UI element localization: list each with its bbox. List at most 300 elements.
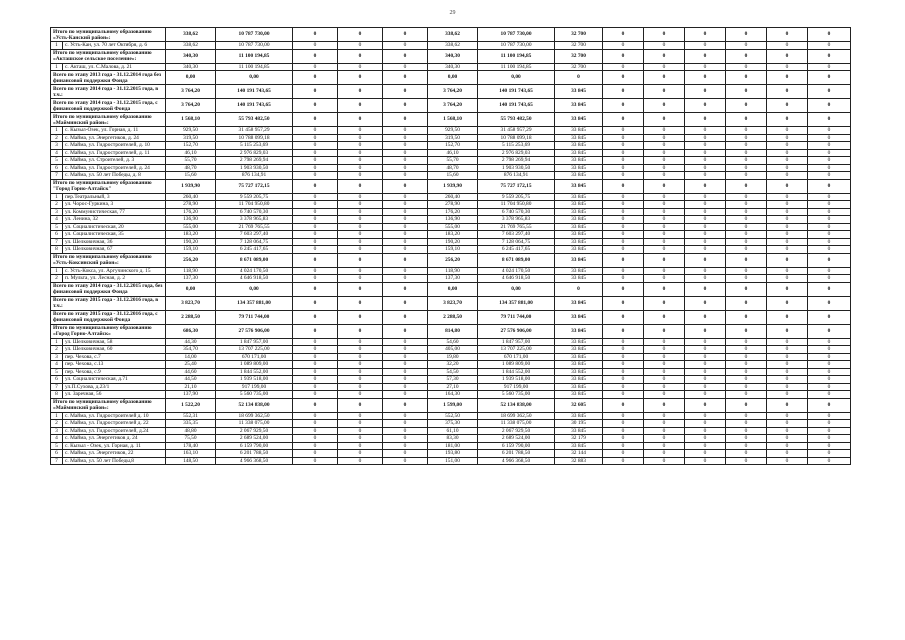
value-cell: 0 [644, 246, 685, 254]
value-cell: 340,30 [428, 49, 478, 63]
value-cell: 0 [383, 435, 428, 443]
address-cell: ул. Социалистическая, д.71 [63, 376, 166, 384]
value-cell: 0 [808, 391, 851, 399]
value-cell: 0,00 [166, 71, 216, 85]
value-cell: 0 [293, 216, 338, 224]
value-cell: 0 [726, 223, 767, 231]
value-cell: 0 [338, 231, 383, 239]
value-cell: 0 [338, 172, 383, 180]
table-body [51, 28, 851, 465]
value-cell: 0,00 [216, 282, 293, 296]
value-cell: 0 [767, 42, 808, 50]
value-cell: 0 [808, 376, 851, 384]
row-title: Итого по муниципальному образованию "Город Горно-Алтайск" [51, 179, 166, 193]
value-cell: 0 [767, 376, 808, 384]
value-cell: 0 [293, 383, 338, 391]
row-number: 1 [51, 127, 63, 135]
value-cell: 0 [685, 324, 726, 338]
value-cell: 183,20 [166, 231, 216, 239]
value-cell: 0 [293, 238, 338, 246]
value-cell: 0 [293, 391, 338, 399]
value-cell: 8 671 089,00 [216, 253, 293, 267]
value-cell: 0 [767, 442, 808, 450]
value-cell: 2 067 929,50 [216, 427, 293, 435]
value-cell: 33 845 [555, 353, 603, 361]
value-cell: 0 [293, 71, 338, 85]
value-cell: 0 [293, 412, 338, 420]
value-cell: 0 [808, 208, 851, 216]
value-cell: 0 [338, 149, 383, 157]
value-cell: 0 [603, 420, 644, 428]
value-cell: 876 134,91 [478, 172, 555, 180]
value-cell: 0 [383, 442, 428, 450]
value-cell: 3 378 965,83 [478, 216, 555, 224]
value-cell: 52 134 838,00 [216, 398, 293, 412]
value-cell: 0 [808, 246, 851, 254]
value-cell: 159,10 [428, 246, 478, 254]
value-cell: 0 [808, 179, 851, 193]
value-cell: 0 [726, 246, 767, 254]
value-cell: 0 [293, 246, 338, 254]
value-cell: 31 458 957,29 [478, 127, 555, 135]
value-cell: 0 [726, 383, 767, 391]
value-cell: 0 [644, 267, 685, 275]
value-cell: 0 [603, 442, 644, 450]
table-row [51, 346, 851, 354]
value-cell: 0 [644, 282, 685, 296]
value-cell: 0 [338, 49, 383, 63]
value-cell: 15,60 [166, 172, 216, 180]
value-cell: 0 [808, 383, 851, 391]
table-row [51, 42, 851, 50]
value-cell: 0 [726, 353, 767, 361]
value-cell: 0 [603, 412, 644, 420]
table-row [51, 427, 851, 435]
value-cell: 0 [644, 296, 685, 310]
address-cell: с. Майма, ул. Энергетиков, д. 24 [63, 134, 166, 142]
value-cell: 552,31 [166, 412, 216, 420]
value-cell: 27,10 [428, 383, 478, 391]
group-total-row [51, 253, 851, 267]
value-cell: 0 [767, 113, 808, 127]
value-cell: 929,50 [428, 127, 478, 135]
value-cell: 7 128 064,75 [478, 238, 555, 246]
value-cell: 670 171,00 [216, 353, 293, 361]
group-total-row [51, 113, 851, 127]
value-cell: 0 [383, 216, 428, 224]
value-cell: 0 [644, 361, 685, 369]
value-cell: 0 [685, 113, 726, 127]
value-cell: 0 [685, 28, 726, 42]
value-cell: 33 845 [555, 193, 603, 201]
value-cell: 0 [726, 149, 767, 157]
row-number: 5 [51, 368, 63, 376]
value-cell: 0 [808, 346, 851, 354]
value-cell: 44,60 [166, 368, 216, 376]
value-cell: 0 [767, 267, 808, 275]
value-cell: 0 [767, 398, 808, 412]
value-cell: 0 [383, 368, 428, 376]
value-cell: 0 [726, 368, 767, 376]
value-cell: 0 [293, 457, 338, 465]
value-cell: 32 700 [555, 28, 603, 42]
value-cell: 0 [293, 157, 338, 165]
row-title: Итого по муниципальному образованию «Майминский район»: [51, 113, 166, 127]
group-total-row [51, 179, 851, 193]
value-cell: 0 [338, 376, 383, 384]
value-cell: 0 [644, 157, 685, 165]
value-cell: 0 [603, 238, 644, 246]
value-cell: 0 [383, 99, 428, 113]
value-cell: 0 [293, 353, 338, 361]
value-cell: 54,60 [428, 338, 478, 346]
value-cell: 0 [644, 238, 685, 246]
value-cell: 0 [685, 85, 726, 99]
value-cell: 278,90 [166, 201, 216, 209]
address-cell: с. Майма, ул. Гидростроителей, д. 11 [63, 149, 166, 157]
value-cell: 0 [726, 99, 767, 113]
row-title: Итого по муниципальному образованию «Майминский район»: [51, 398, 166, 412]
address-cell: ул. Заречная, 56 [63, 391, 166, 399]
value-cell: 33 845 [555, 391, 603, 399]
value-cell: 11 338 075,00 [478, 420, 555, 428]
value-cell: 0 [808, 142, 851, 150]
address-cell: ул. Чорос-Гуркина, 3 [63, 201, 166, 209]
value-cell: 48,80 [166, 427, 216, 435]
value-cell: 0 [338, 193, 383, 201]
value-cell: 0 [808, 450, 851, 458]
value-cell: 0 [808, 28, 851, 42]
value-cell: 7 128 064,75 [216, 238, 293, 246]
value-cell: 0 [338, 457, 383, 465]
value-cell: 0 [767, 412, 808, 420]
value-cell: 55 793 482,50 [216, 113, 293, 127]
value-cell: 0 [293, 149, 338, 157]
row-number: 4 [51, 435, 63, 443]
value-cell: 11 338 075,00 [216, 420, 293, 428]
value-cell: 140 191 743,65 [478, 99, 555, 113]
value-cell: 33 845 [555, 142, 603, 150]
value-cell: 0 [338, 368, 383, 376]
value-cell: 0 [685, 383, 726, 391]
row-title: Всего по этапу 2015 года - 31.12.2016 года, с финансовой поддержкой Фонда [51, 310, 166, 324]
row-title: Всего по этапу 2015 года - 31.12.2016 года, в т.ч.: [51, 296, 166, 310]
value-cell: 0 [808, 99, 851, 113]
value-cell: 0 [644, 193, 685, 201]
row-number: 2 [51, 134, 63, 142]
value-cell: 0 [644, 412, 685, 420]
value-cell: 0 [808, 412, 851, 420]
value-cell: 0 [726, 142, 767, 150]
resettlement-table [50, 27, 851, 465]
value-cell: 1 089 809,00 [216, 361, 293, 369]
value-cell: 0 [293, 442, 338, 450]
value-cell: 0 [293, 296, 338, 310]
value-cell: 0 [726, 450, 767, 458]
value-cell: 0 [808, 296, 851, 310]
value-cell: 61,10 [428, 427, 478, 435]
value-cell: 0 [644, 338, 685, 346]
address-cell: пер. Чехова, с.13 [63, 361, 166, 369]
value-cell: 1 089 809,00 [478, 361, 555, 369]
row-number: 1 [51, 63, 63, 71]
stage-total-row [51, 85, 851, 99]
value-cell: 338,62 [166, 42, 216, 50]
value-cell: 6 740 570,30 [478, 208, 555, 216]
value-cell: 0 [767, 157, 808, 165]
value-cell: 0 [726, 216, 767, 224]
value-cell: 164,30 [428, 391, 478, 399]
value-cell: 0 [603, 164, 644, 172]
value-cell: 0 [603, 28, 644, 42]
value-cell: 0 [293, 324, 338, 338]
value-cell: 4 646 918,50 [216, 275, 293, 283]
value-cell: 0 [644, 223, 685, 231]
value-cell: 0 [338, 391, 383, 399]
value-cell: 0 [767, 353, 808, 361]
value-cell: 0 [338, 275, 383, 283]
value-cell: 0 [767, 238, 808, 246]
value-cell: 0 [293, 275, 338, 283]
value-cell: 0 [383, 85, 428, 99]
table-row [51, 450, 851, 458]
value-cell: 5 115 253,69 [478, 142, 555, 150]
value-cell: 11 704 950,80 [478, 201, 555, 209]
value-cell: 354,70 [166, 346, 216, 354]
value-cell: 0,00 [478, 282, 555, 296]
value-cell: 0 [767, 134, 808, 142]
value-cell: 0 [603, 149, 644, 157]
value-cell: 32 179 [555, 435, 603, 443]
value-cell: 54,50 [428, 368, 478, 376]
value-cell: 6 159 790,00 [478, 442, 555, 450]
row-number: 6 [51, 376, 63, 384]
group-total-row [51, 324, 851, 338]
table-row [51, 383, 851, 391]
value-cell: 0 [603, 324, 644, 338]
value-cell: 0 [603, 208, 644, 216]
value-cell: 0 [767, 450, 808, 458]
value-cell: 0 [726, 376, 767, 384]
value-cell: 0 [644, 376, 685, 384]
value-cell: 0 [603, 127, 644, 135]
value-cell: 0 [726, 346, 767, 354]
value-cell: 181,00 [428, 442, 478, 450]
value-cell: 3 823,70 [428, 296, 478, 310]
row-number: 7 [51, 457, 63, 465]
value-cell: 917 199,00 [478, 383, 555, 391]
value-cell: 0 [767, 282, 808, 296]
value-cell: 0 [767, 324, 808, 338]
value-cell: 18 699 362,50 [478, 412, 555, 420]
value-cell: 10 787 730,00 [216, 28, 293, 42]
value-cell: 338,62 [428, 42, 478, 50]
value-cell: 0 [383, 361, 428, 369]
value-cell: 0 [685, 310, 726, 324]
value-cell: 0 [603, 457, 644, 465]
value-cell: 0 [383, 42, 428, 50]
table-row [51, 231, 851, 239]
value-cell: 190,20 [166, 238, 216, 246]
value-cell: 0 [603, 49, 644, 63]
value-cell: 0 [383, 28, 428, 42]
table-row [51, 157, 851, 165]
table-row [51, 457, 851, 465]
value-cell: 0 [808, 113, 851, 127]
value-cell: 0 [685, 164, 726, 172]
address-cell: с. Майма, ул. 50 лет Победы,8 [63, 457, 166, 465]
value-cell: 0 [767, 127, 808, 135]
row-number: 2 [51, 201, 63, 209]
value-cell: 1 939 518,00 [478, 376, 555, 384]
address-cell: ул. Шелковичная, 67 [63, 246, 166, 254]
address-cell: ул. Шелковичная, 60 [63, 346, 166, 354]
value-cell: 0 [644, 310, 685, 324]
value-cell: 0 [338, 71, 383, 85]
value-cell: 0 [808, 164, 851, 172]
row-number: 4 [51, 149, 63, 157]
value-cell: 176,20 [166, 208, 216, 216]
value-cell: 0 [603, 99, 644, 113]
value-cell: 2 067 929,50 [478, 427, 555, 435]
value-cell: 0 [293, 201, 338, 209]
value-cell: 30 195 [555, 420, 603, 428]
value-cell: 0 [293, 346, 338, 354]
value-cell: 0 [767, 149, 808, 157]
value-cell: 0 [603, 353, 644, 361]
value-cell: 25,40 [166, 361, 216, 369]
value-cell: 0 [603, 193, 644, 201]
value-cell: 0 [644, 253, 685, 267]
row-number: 7 [51, 238, 63, 246]
value-cell: 0 [726, 208, 767, 216]
value-cell: 0 [603, 435, 644, 443]
value-cell: 0 [383, 391, 428, 399]
row-number: 1 [51, 267, 63, 275]
value-cell: 0 [767, 223, 808, 231]
value-cell: 0 [808, 435, 851, 443]
value-cell: 33 845 [555, 179, 603, 193]
value-cell: 1 599,00 [428, 398, 478, 412]
value-cell: 33 845 [555, 427, 603, 435]
table-row [51, 142, 851, 150]
value-cell: 0 [808, 157, 851, 165]
value-cell: 0 [603, 376, 644, 384]
value-cell: 0 [603, 142, 644, 150]
table-row [51, 164, 851, 172]
value-cell: 0 [338, 361, 383, 369]
stage-total-row [51, 310, 851, 324]
value-cell: 0 [644, 427, 685, 435]
value-cell: 13 707 225,00 [216, 346, 293, 354]
value-cell: 0 [383, 412, 428, 420]
group-total-row [51, 28, 851, 42]
row-number: 8 [51, 246, 63, 254]
value-cell: 5 560 735,00 [216, 391, 293, 399]
value-cell: 814,80 [428, 324, 478, 338]
value-cell: 0 [685, 368, 726, 376]
value-cell: 0 [644, 85, 685, 99]
value-cell: 0 [383, 134, 428, 142]
value-cell: 21 769 765,55 [216, 223, 293, 231]
value-cell: 0 [685, 149, 726, 157]
value-cell: 340,30 [166, 63, 216, 71]
value-cell: 0 [685, 376, 726, 384]
value-cell: 0 [338, 420, 383, 428]
table-row [51, 149, 851, 157]
value-cell: 0 [726, 157, 767, 165]
table-row [51, 208, 851, 216]
value-cell: 159,10 [166, 246, 216, 254]
value-cell: 0 [808, 216, 851, 224]
value-cell: 0 [767, 71, 808, 85]
table-row [51, 376, 851, 384]
value-cell: 193,80 [428, 450, 478, 458]
value-cell: 0 [383, 157, 428, 165]
value-cell: 9 559 205,75 [216, 193, 293, 201]
value-cell: 1 939,90 [428, 179, 478, 193]
value-cell: 0 [685, 216, 726, 224]
value-cell: 44,50 [166, 376, 216, 384]
value-cell: 33 845 [555, 338, 603, 346]
value-cell: 0 [338, 282, 383, 296]
value-cell: 33 845 [555, 246, 603, 254]
value-cell: 0 [338, 208, 383, 216]
value-cell: 0 [685, 420, 726, 428]
value-cell: 0 [726, 338, 767, 346]
value-cell: 0 [293, 435, 338, 443]
value-cell: 134 357 881,00 [478, 296, 555, 310]
value-cell: 0 [293, 28, 338, 42]
row-title: Итого по муниципальному образованию «Усть-Канский район»: [51, 28, 166, 42]
address-cell: с. Майма, ул. Гидростроителей, д. 24 [63, 164, 166, 172]
value-cell: 0 [603, 246, 644, 254]
value-cell: 48,70 [428, 164, 478, 172]
value-cell: 118,90 [166, 267, 216, 275]
address-cell: пер. Чехова, с.9 [63, 368, 166, 376]
value-cell: 0 [603, 134, 644, 142]
value-cell: 0 [293, 420, 338, 428]
value-cell: 0 [644, 275, 685, 283]
row-number: 6 [51, 231, 63, 239]
row-number: 1 [51, 42, 63, 50]
value-cell: 0 [685, 253, 726, 267]
value-cell: 33 845 [555, 368, 603, 376]
address-cell: с. Майма, ул. 50 лет Победы, д. 8 [63, 172, 166, 180]
value-cell: 0 [383, 383, 428, 391]
value-cell: 0,00 [166, 282, 216, 296]
value-cell: 0 [555, 71, 603, 85]
value-cell: 44,30 [166, 338, 216, 346]
value-cell: 0 [338, 157, 383, 165]
value-cell: 0 [338, 179, 383, 193]
value-cell: 10 787 730,00 [478, 42, 555, 50]
value-cell: 0 [293, 127, 338, 135]
value-cell: 0 [726, 28, 767, 42]
value-cell: 0 [383, 275, 428, 283]
value-cell: 0 [383, 142, 428, 150]
value-cell: 0 [383, 376, 428, 384]
value-cell: 0 [338, 238, 383, 246]
value-cell: 0 [644, 324, 685, 338]
value-cell: 0 [726, 267, 767, 275]
value-cell: 0 [685, 49, 726, 63]
value-cell: 11 704 950,80 [216, 201, 293, 209]
value-cell: 0 [767, 383, 808, 391]
value-cell: 0 [767, 253, 808, 267]
value-cell: 0 [767, 391, 808, 399]
value-cell: 0 [293, 398, 338, 412]
